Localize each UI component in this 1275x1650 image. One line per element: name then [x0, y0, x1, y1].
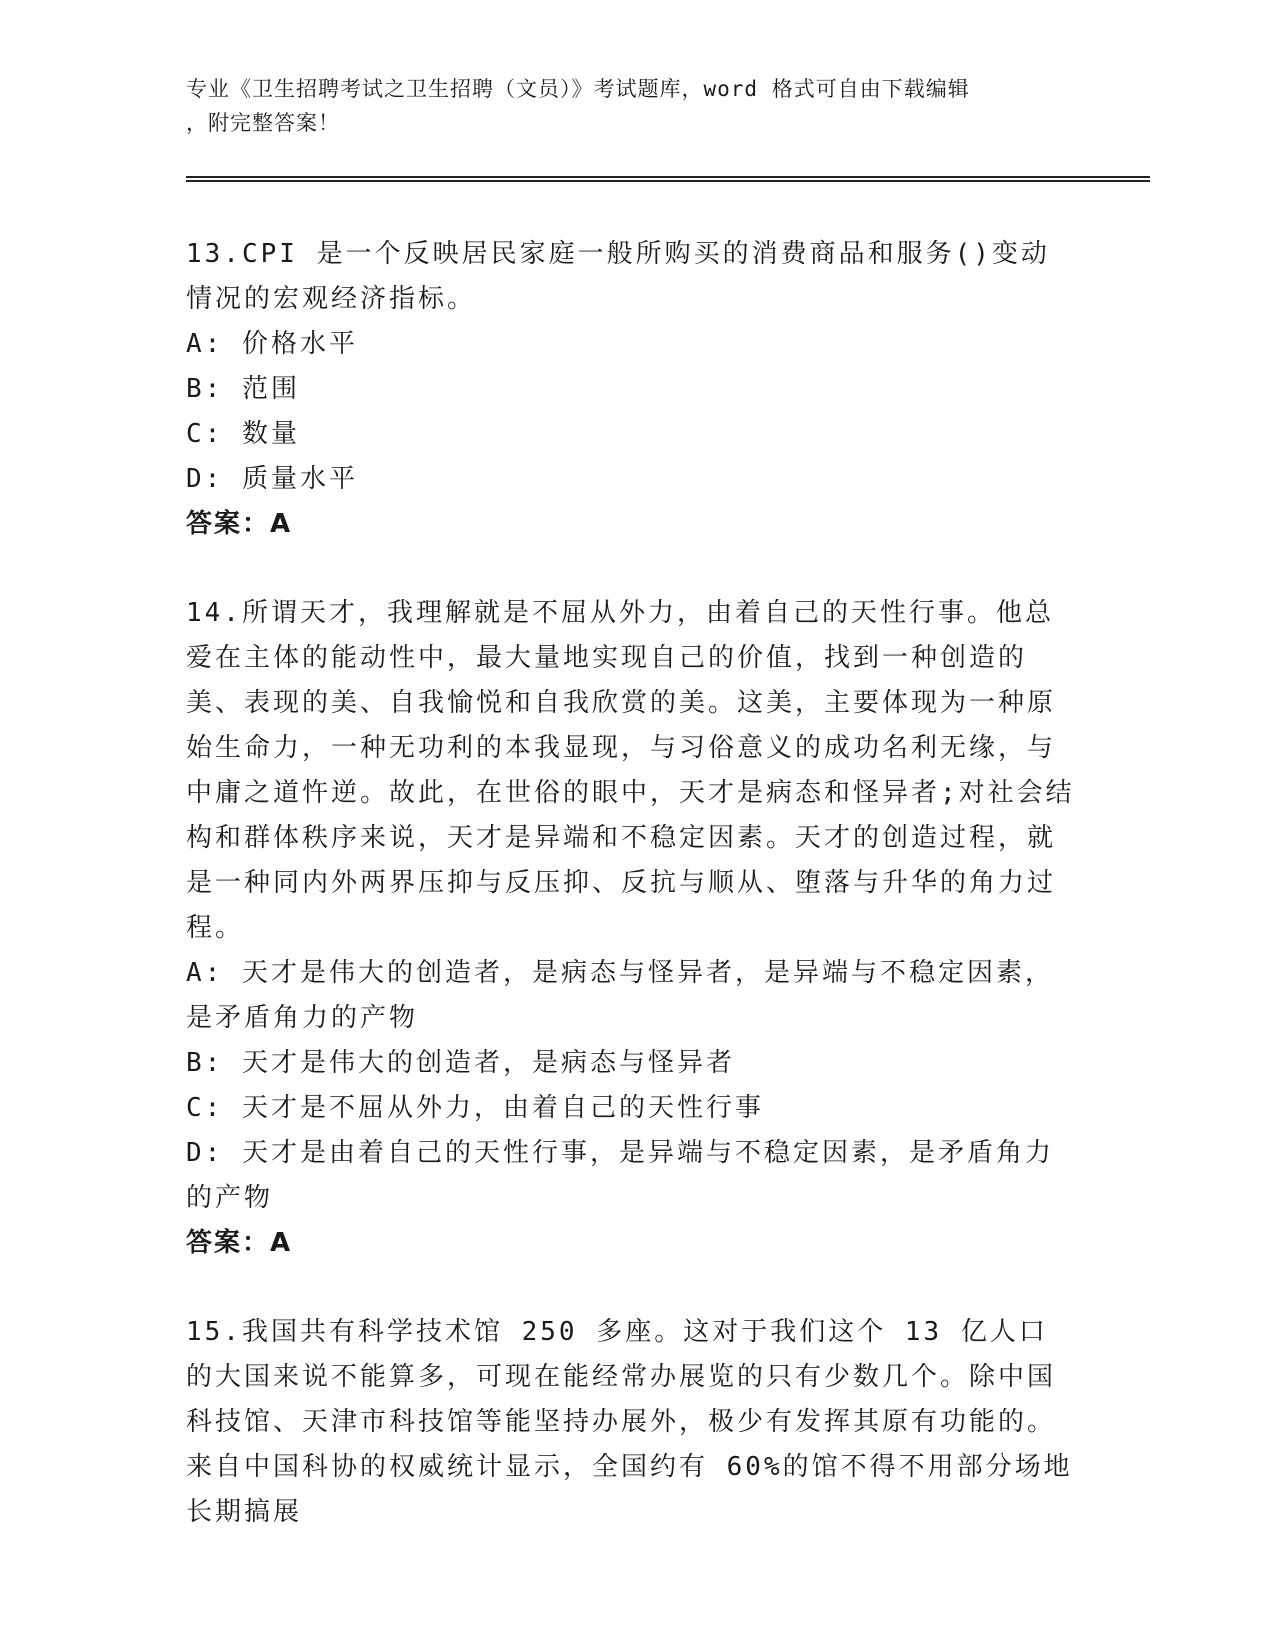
question-13: [186, 232, 1076, 547]
option-a: A: 天才是伟大的创造者，是病态与怪异者，是异端与不稳定因素，是矛盾角力的产物: [186, 958, 1054, 1033]
option-b: B: 范围: [186, 374, 300, 404]
question-stem: 13.CPI 是一个反映居民家庭一般所购买的消费商品和服务()变动情况的宏观经济指标。: [186, 239, 1050, 314]
header-line-2: ，附完整答案！: [186, 111, 340, 135]
question-stem: 14.所谓天才，我理解就是不屈从外力，由着自己的天性行事。他总爱在主体的能动性中，最大量地实现自己的价值，找到一种创造的美、表现的美、自我愉悦和自我欣赏的美。这美，主要体现为一种原始生命力，一种无功利的本我显现，与习俗意义的成功名利无缘，与中庸之道忤逆。故此，在世俗的眼中，天才是病态和怪异者;对社会结构和群体秩序来说，天才是异端和不稳定因素。天才的创造过程，就是一种同内外两界压抑与反压抑、反抗与顺从、堕落与升华的角力过程。: [186, 598, 1075, 943]
question-14: [186, 591, 1076, 1266]
header-line-1: 专业《卫生招聘考试之卫生招聘（文员）》考试题库，word 格式可自由下载编辑: [186, 77, 970, 101]
option-d: D: 天才是由着自己的天性行事，是异端与不稳定因素，是矛盾角力的产物: [186, 1138, 1054, 1213]
question-stem: 15.我国共有科学技术馆 250 多座。这对于我们这个 13 亿人口的大国来说不能算多，可现在能经常办展览的只有少数几个。除中国科技馆、天津市科技馆等能坚持办展外，极少有发挥其原有功能的。来自中国科协的权威统计显示，全国约有 60%的馆不得不用部分场地长期搞展: [186, 1317, 1073, 1527]
option-d: D: 质量水平: [186, 464, 358, 494]
question-15: [186, 1310, 1076, 1535]
answer-line: 答案：A: [186, 1228, 293, 1258]
header-double-rule: [186, 176, 1150, 182]
option-c: C: 数量: [186, 419, 300, 449]
option-b: B: 天才是伟大的创造者，是病态与怪异者: [186, 1048, 735, 1078]
question-list: [186, 232, 1076, 1579]
option-a: A: 价格水平: [186, 329, 358, 359]
answer-line: 答案：A: [186, 509, 293, 539]
page-header: [186, 72, 1066, 140]
option-c: C: 天才是不屈从外力，由着自己的天性行事: [186, 1093, 764, 1123]
